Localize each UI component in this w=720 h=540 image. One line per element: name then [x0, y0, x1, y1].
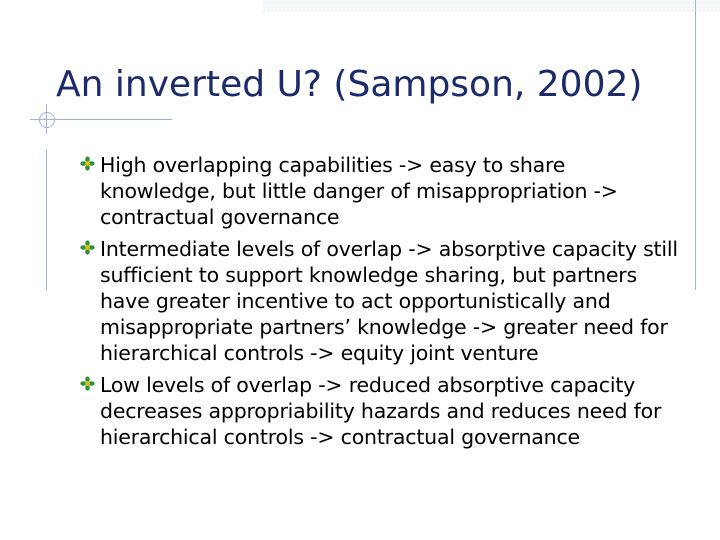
- slide-title: An inverted U? (Sampson, 2002): [56, 64, 643, 105]
- bullet-item: [80, 152, 680, 230]
- flower-bullet-icon: [80, 240, 95, 255]
- bullet-list: [80, 152, 680, 456]
- corner-grid-decoration: [262, 0, 720, 12]
- right-vertical-rule: [695, 0, 696, 290]
- bullet-text: Intermediate levels of overlap -> absorptive capacity still sufficient to support knowledge sharing, but partners have greater incentive to act opportunistically and misappropriate partners’ knowledge -> greater need for hierarchical controls -> equity joint venture: [100, 237, 678, 365]
- circle-ornament: [39, 112, 55, 128]
- left-vertical-rule: [46, 150, 47, 290]
- bullet-text: High overlapping capabilities -> easy to share knowledge, but little danger of misappropriation -> contractual governance: [100, 153, 618, 229]
- flower-bullet-icon: [80, 376, 95, 391]
- flower-bullet-icon: [80, 156, 95, 171]
- bullet-item: [80, 372, 680, 450]
- bullet-item: [80, 236, 680, 366]
- bullet-text: Low levels of overlap -> reduced absorptive capacity decreases appropriability hazards and reduces need for hierarchical controls -> contractual governance: [100, 373, 662, 449]
